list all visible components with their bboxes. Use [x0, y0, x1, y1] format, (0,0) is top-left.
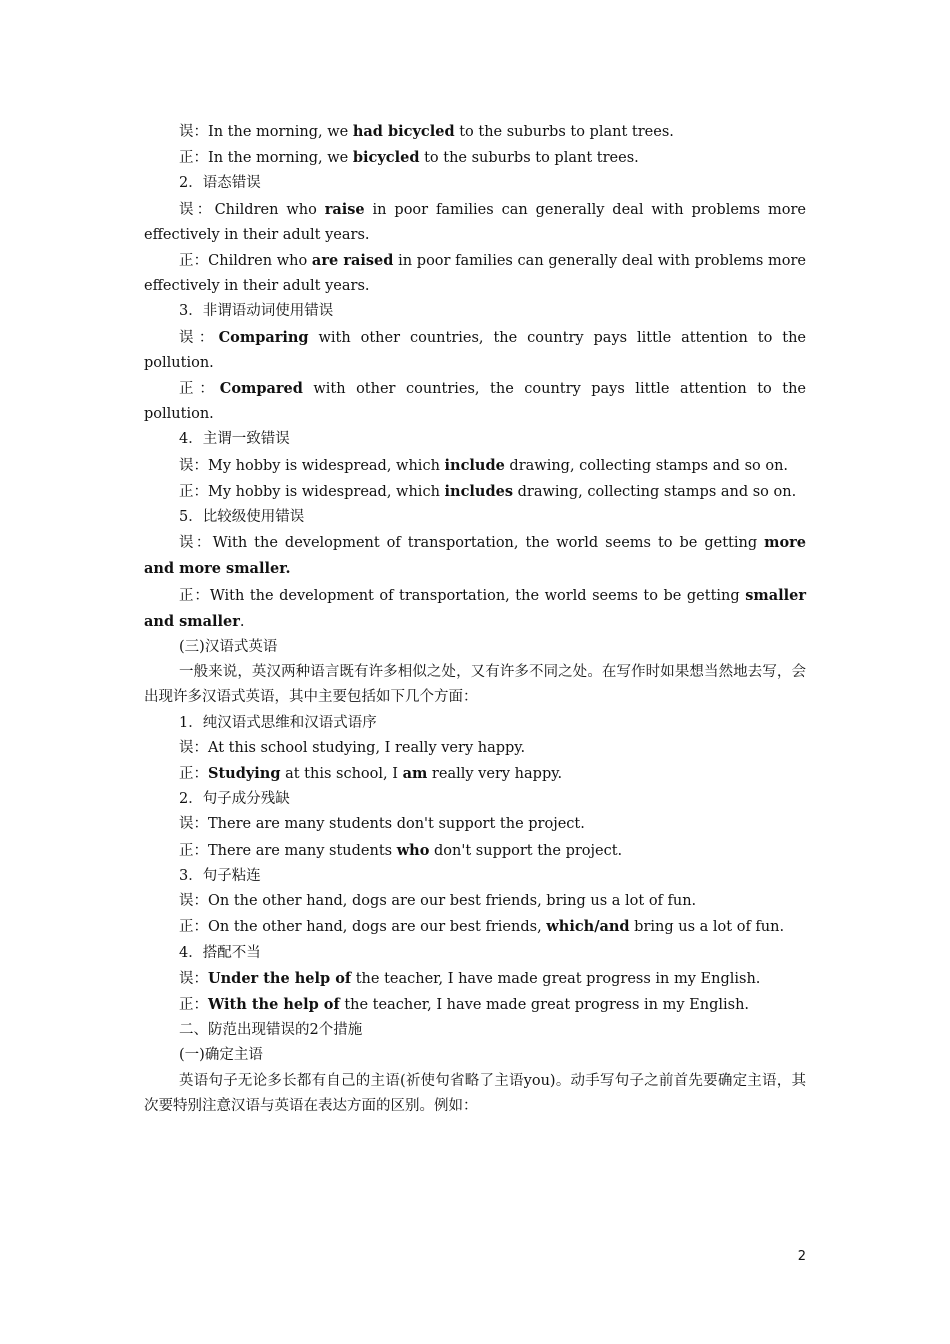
paragraph — [144, 1018, 806, 1043]
bold-text: had bicycled — [352, 123, 455, 140]
paragraph — [144, 505, 806, 530]
paragraph — [144, 966, 806, 992]
page-number: 2 — [797, 1249, 806, 1264]
text-segment: the teacher, I have made great progress in my English. — [351, 970, 761, 987]
paragraph — [144, 711, 806, 736]
bold-text: Studying — [208, 765, 281, 783]
text-segment: 正：There are many students — [179, 842, 397, 859]
text-segment: 误：My hobby is widespread, which — [179, 457, 445, 474]
text-segment: drawing, collecting stamps and so on. — [513, 483, 797, 500]
paragraph — [144, 914, 806, 940]
bold-text: include — [444, 456, 505, 474]
text-segment: . — [239, 613, 245, 630]
text-segment: (三)汉语式英语 — [179, 639, 278, 656]
text-segment: with other countries, the country pays little attention to the pollution. — [144, 381, 806, 423]
text-segment: 4．搭配不当 — [179, 944, 261, 961]
text-segment: 误： — [179, 970, 208, 987]
paragraph — [144, 171, 806, 196]
text-segment: don't support the project. — [429, 842, 623, 859]
text-segment: 正：My hobby is widespread, which — [179, 483, 445, 500]
text-segment: really very happy. — [427, 766, 563, 783]
text-segment: 3．非谓语动词使用错误 — [179, 303, 334, 320]
text-segment: 2．句子成分残缺 — [179, 791, 290, 808]
text-segment: 二、防范出现错误的2个措施 — [179, 1022, 363, 1039]
text-segment: 4．主谓一致错误 — [179, 431, 290, 448]
paragraph — [144, 992, 806, 1018]
paragraph — [144, 812, 806, 837]
paragraph — [144, 119, 806, 145]
text-segment: (一)确定主语 — [179, 1047, 263, 1064]
bold-text: includes — [444, 482, 513, 500]
text-segment: bring us a lot of fun. — [629, 919, 785, 936]
bold-text: are raised — [311, 252, 394, 270]
document-body — [144, 119, 806, 1119]
paragraph — [144, 479, 806, 505]
bold-text: raise — [324, 200, 365, 218]
paragraph — [144, 325, 806, 376]
paragraph — [144, 427, 806, 452]
paragraph — [144, 583, 806, 635]
text-segment: 误：At this school studying, I really very happy. — [179, 739, 526, 756]
bold-text: which/and — [546, 918, 630, 936]
text-segment: 2．语态错误 — [179, 175, 261, 192]
text-segment: 误：There are many students don't support the project. — [179, 816, 585, 833]
paragraph — [144, 889, 806, 914]
paragraph — [144, 660, 806, 710]
bold-text: Comparing — [218, 328, 309, 346]
text-segment: 误： — [179, 329, 219, 346]
text-segment: 1．纯汉语式思维和汉语式语序 — [179, 714, 377, 731]
text-segment: 5．比较级使用错误 — [179, 509, 305, 526]
text-segment: 误：Children who — [179, 201, 325, 218]
paragraph — [144, 761, 806, 787]
text-segment: 误：On the other hand, dogs are our best friends, bring us a lot of fun. — [179, 893, 697, 910]
text-segment: 一般来说，英汉两种语言既有许多相似之处，又有许多不同之处。在写作时如果想当然地去写，会出现许多汉语式英语，其中主要包括如下几个方面： — [144, 664, 806, 706]
text-segment: to the suburbs to plant trees. — [419, 150, 639, 167]
text-segment: at this school, I — [280, 766, 403, 783]
bold-text: bicycled — [352, 149, 420, 167]
bold-text: Under the help of — [208, 969, 352, 987]
text-segment: 正：Children who — [179, 253, 312, 270]
bold-text: smaller and smaller — [144, 586, 806, 630]
text-segment: 正：On the other hand, dogs are our best friends, — [179, 919, 547, 936]
bold-text: who — [396, 841, 430, 859]
bold-text: Compared — [219, 380, 303, 398]
paragraph — [144, 1043, 806, 1068]
text-segment: in poor families can generally deal with problems more effectively in their adult years. — [144, 201, 806, 243]
text-segment: 误：In the morning, we — [179, 124, 353, 140]
paragraph — [144, 145, 806, 171]
text-segment: 正： — [179, 381, 220, 398]
paragraph — [144, 453, 806, 479]
text-segment: 正：With the development of transportation, the world seems to be getting — [179, 587, 746, 604]
bold-text: With the help of — [208, 995, 340, 1013]
text-segment: the teacher, I have made great progress in my English. — [339, 996, 750, 1013]
paragraph — [144, 530, 806, 582]
text-segment: with other countries, the country pays little attention to the pollution. — [144, 329, 806, 371]
text-segment: 正： — [179, 996, 208, 1013]
paragraph — [144, 787, 806, 812]
text-segment: to the suburbs to plant trees. — [454, 124, 674, 140]
paragraph — [144, 376, 806, 427]
paragraph — [144, 299, 806, 324]
text-segment: 误：With the development of transportation, the world seems to be getting — [179, 535, 765, 552]
paragraph — [144, 736, 806, 761]
text-segment: 正： — [179, 766, 208, 783]
paragraph — [144, 838, 806, 864]
paragraph — [144, 941, 806, 966]
text-segment: 3．句子粘连 — [179, 867, 261, 884]
text-segment: 英语句子无论多长都有自己的主语(祈使句省略了主语you)。动手写句子之前首先要确定主语，其次要特别注意汉语与英语在表达方面的区别。例如： — [144, 1072, 806, 1114]
text-segment: 正：In the morning, we — [179, 150, 353, 167]
paragraph — [144, 248, 806, 299]
paragraph — [144, 1069, 806, 1119]
text-segment: drawing, collecting stamps and so on. — [504, 457, 789, 474]
bold-text: am — [402, 765, 428, 783]
paragraph — [144, 864, 806, 889]
text-segment: in poor families can generally deal with problems more effectively in their adult years. — [144, 253, 806, 295]
paragraph — [144, 197, 806, 248]
bold-text: more and more smaller. — [144, 534, 806, 578]
paragraph — [144, 635, 806, 660]
